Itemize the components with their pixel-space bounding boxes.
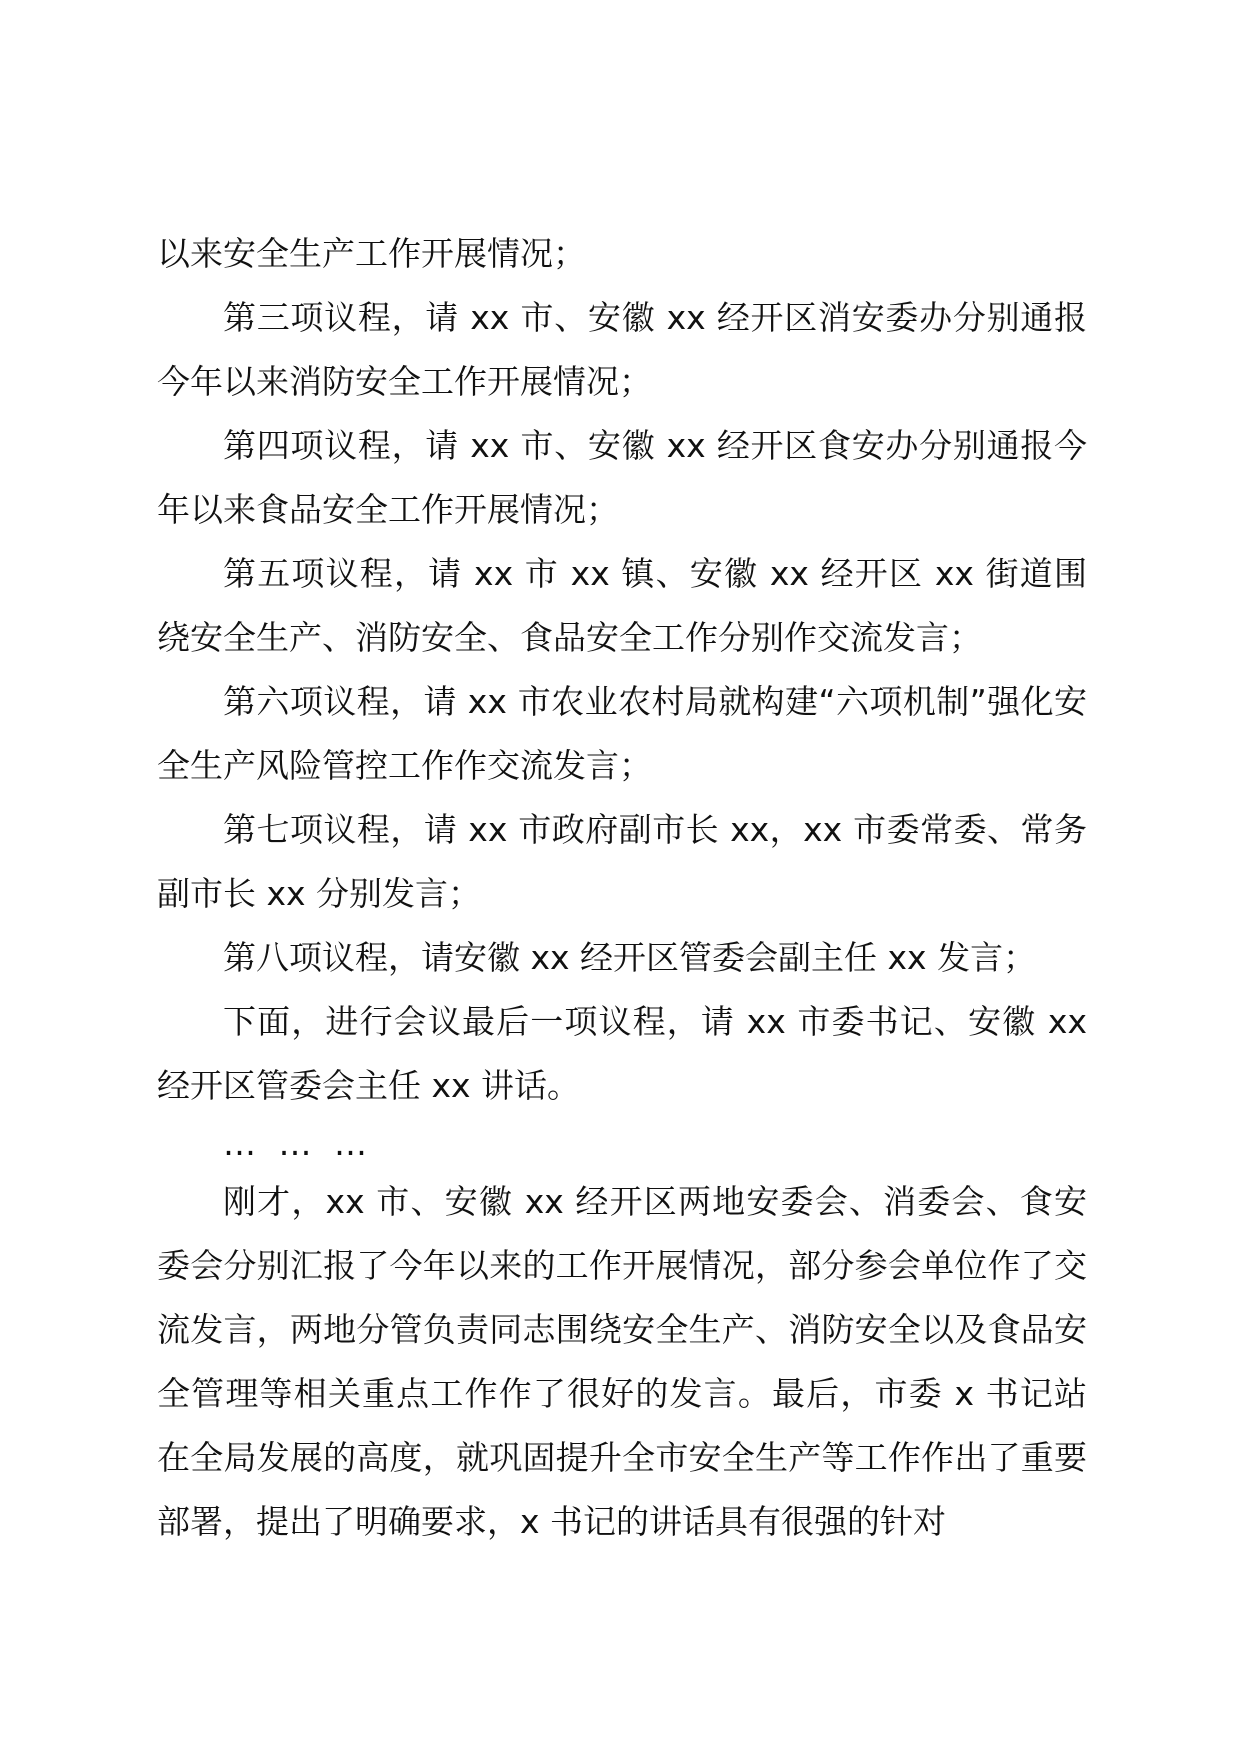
paragraph-summary: 刚才，xx 市、安徽 xx 经开区两地安委会、消委会、食安委会分别汇报了今年以来的工作开展情况，部分参会单位作了交流发言，两地分管负责同志围绕安全生产、消防安全以及食品安全管理等相关重点工作作了很好的发言。最后，市委 x 书记站在全局发展的高度，就巩固提升全市安全生产等工作作出了重要部署，提出了明确要求，x 书记的讲话具有很强的针对 xyxy=(157,1182,1087,1541)
paragraph-agenda-7: 第七项议程，请 xx 市政府副市长 xx，xx 市委常委、常务副市长 xx 分别发言； xyxy=(157,810,1087,913)
paragraph-agenda-3: 第三项议程，请 xx 市、安徽 xx 经开区消安委办分别通报今年以来消防安全工作开展情况； xyxy=(157,298,1087,401)
paragraph-agenda-5: 第五项议程，请 xx 市 xx 镇、安徽 xx 经开区 xx 街道围绕安全生产、消防安全、食品安全工作分别作交流发言； xyxy=(157,554,1087,657)
document-body xyxy=(157,222,1087,1554)
paragraph-agenda-6: 第六项议程，请 xx 市农业农村局就构建“六项机制”强化安全生产风险管控工作作交流发言； xyxy=(157,682,1087,785)
paragraph-continuation: 以来安全生产工作开展情况； xyxy=(157,234,586,273)
ellipsis-separator: … … … xyxy=(223,1124,373,1163)
paragraph-final-agenda: 下面，进行会议最后一项议程，请 xx 市委书记、安徽 xx 经开区管委会主任 xx 讲话。 xyxy=(157,1002,1087,1105)
paragraph-agenda-4: 第四项议程，请 xx 市、安徽 xx 经开区食安办分别通报今年以来食品安全工作开展情况； xyxy=(157,426,1087,529)
paragraph-agenda-8: 第八项议程，请安徽 xx 经开区管委会副主任 xx 发言； xyxy=(223,938,1037,977)
